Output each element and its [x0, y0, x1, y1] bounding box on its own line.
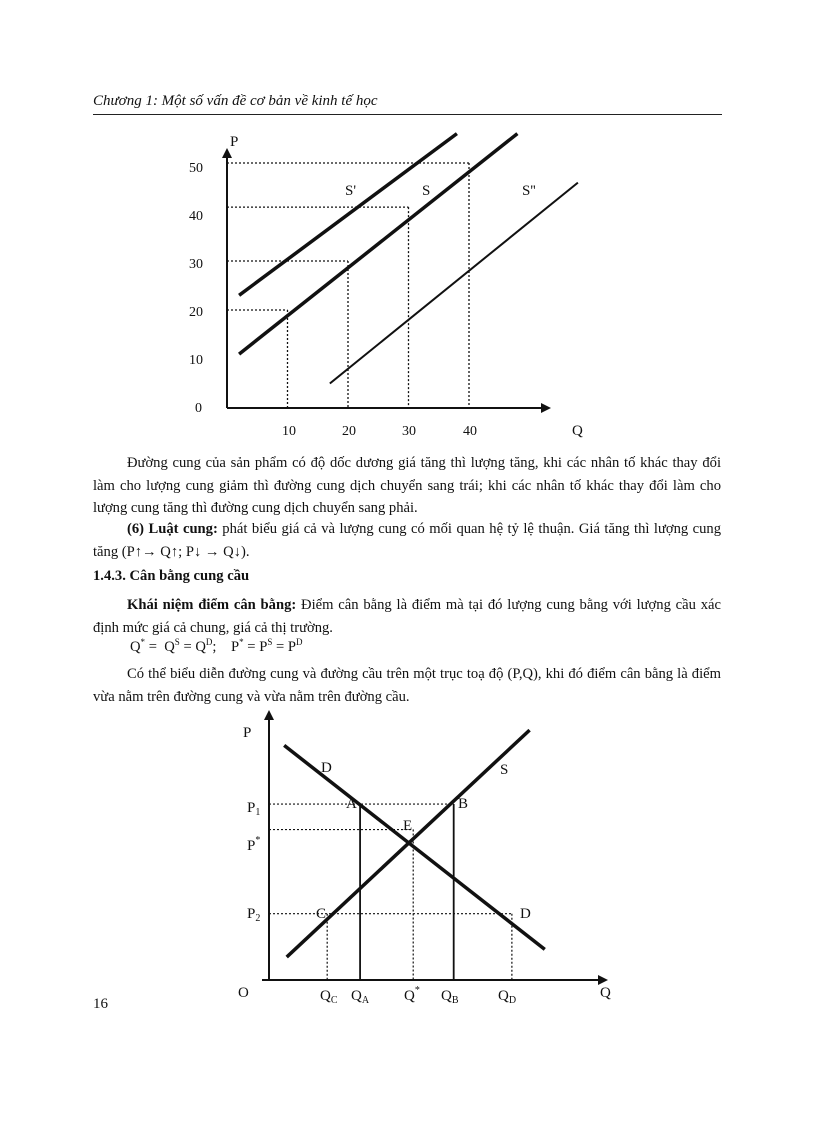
x-tick-20: 20 — [342, 424, 356, 439]
chart2-quantity-labels — [320, 985, 516, 1006]
chart2-point-labels — [316, 796, 531, 922]
equilibrium-formula: $Q^* = Q^S = Q^D$; $P^* = P^S = P^D$ — [130, 637, 303, 655]
equilibrium-term: Khái niệm điểm cân bằng: — [127, 597, 297, 613]
chart2-x-label: Q — [600, 985, 611, 1001]
y-tick-50: 50 — [189, 161, 203, 176]
section-heading: 1.4.3. Cân bằng cung cầu — [93, 568, 250, 584]
chart1-supply-curves — [239, 134, 578, 384]
x-tick-30: 30 — [402, 424, 416, 439]
chart1-x-label: Q — [572, 423, 583, 439]
page-number: 16 — [93, 996, 108, 1012]
x-tick-40: 40 — [463, 424, 477, 439]
paragraph-supply-shift: Đường cung của sản phẩm có độ dốc dương giá tăng thì lượng tăng, khi các nhân tố khác thay đổi làm cho lượng cung giảm thì đường cung dịch chuyển sang trái; khi các nhân tố khác thay đổi làm cho lượng cung tăng thì đường cung dịch chuyển sang phải. — [93, 455, 721, 516]
point-label-c: C — [316, 906, 327, 922]
y-tick-20: 20 — [189, 305, 203, 320]
price-label-pstar: P* — [247, 835, 261, 854]
y-tick-40: 40 — [189, 209, 203, 224]
supply-curve-s — [239, 134, 517, 355]
x-tick-10: 10 — [282, 424, 296, 439]
y-tick-10: 10 — [189, 353, 203, 368]
label-s-double-prime: S'' — [522, 183, 536, 199]
chart2-y-label: P — [243, 725, 252, 741]
paragraph-equilibrium-definition — [93, 594, 721, 639]
y-tick-30: 30 — [189, 257, 203, 272]
y-tick-0: 0 — [195, 401, 202, 416]
price-label-p2: $P_2$ — [247, 906, 261, 924]
qty-label-qa: $Q_A$ — [351, 988, 370, 1006]
point-label-d: D — [520, 906, 531, 922]
qty-label-qc: $Q_C$ — [320, 988, 338, 1006]
supply-shift-chart — [189, 134, 583, 439]
qty-label-qd: $Q_D$ — [498, 988, 517, 1006]
point-label-a: A — [346, 796, 357, 812]
law-of-supply-text: phát biểu giá cả và lượng cung có mối quan hệ tỷ lệ thuận. Giá tăng thì lượng cung tăng (P↑→ Q↑; P↓ → Q↓). — [93, 521, 722, 560]
supply-curve-label: S — [500, 762, 509, 778]
point-label-e: E — [403, 818, 413, 834]
qty-label-qb: $Q_B$ — [441, 988, 459, 1006]
chapter-header: Chương 1: Một số vấn đề cơ bản về kinh tế học — [93, 93, 378, 109]
supply-curve-s-double-prime — [330, 183, 578, 384]
chart1-y-label: P — [230, 134, 239, 150]
qty-label-qstar: Q* — [404, 985, 420, 1004]
paragraph-equilibrium-graph: Có thể biểu diễn đường cung và đường cầu trên một trục toạ độ (P,Q), khi đó điểm cân bằng là điểm vừa nằm trên đường cung và vừa nằm trên đường cầu. — [93, 666, 721, 705]
label-s-prime: S' — [345, 183, 357, 199]
paragraph-law-of-supply — [93, 518, 721, 563]
demand-curve-label: D — [321, 760, 332, 776]
equilibrium-text: Điểm cân bằng là điểm mà tại đó lượng cung bằng với lượng cầu xác định mức giá cả chung, giá cả thị trường. — [93, 597, 721, 636]
supply-curve-s-prime — [239, 134, 457, 296]
label-s: S — [422, 183, 431, 199]
equilibrium-chart — [238, 712, 611, 1006]
price-label-p1: $P_1$ — [247, 800, 261, 818]
chart2-price-labels — [247, 800, 260, 924]
chart2-origin-label: O — [238, 985, 249, 1001]
law-of-supply-term: (6) Luật cung: — [127, 521, 218, 537]
point-label-b: B — [458, 796, 469, 812]
